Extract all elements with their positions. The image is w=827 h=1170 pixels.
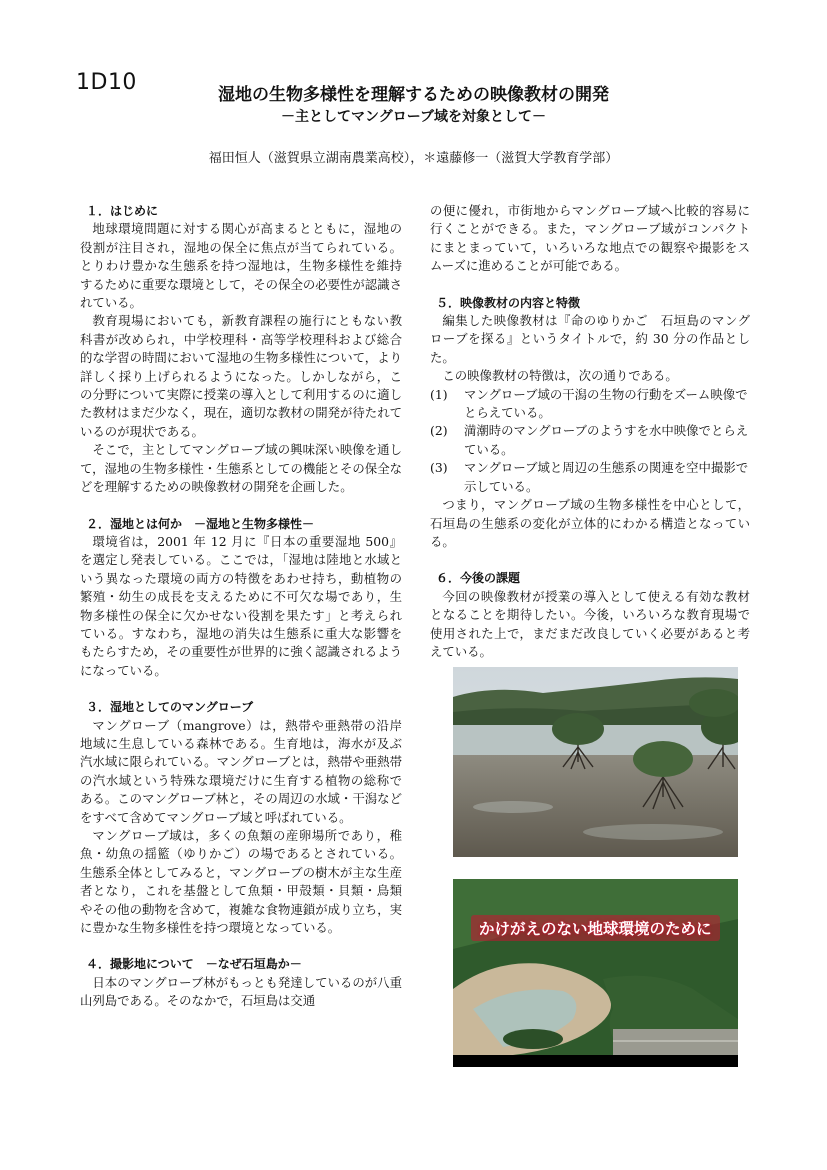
paragraph: 編集した映像教材は『命のゆりかご 石垣島のマングローブを探る』というタイトルで，約 30 分の作品とした。 [430,313,750,365]
mangrove-photo [453,667,738,857]
paragraph: マングローブ（mangrove）は，熱帯や亜熱帯の沿岸地域に生息している森林である。生育地は，海水が及ぶ汽水域に限られている。マングローブとは，熱帯や亜熱帯の汽水域という特殊な環境だけに生育する植物の総称である。このマングローブ林と，その周辺の水域・干潟などをすべて含めてマングローブ域と呼ばれている。 [80,717,402,825]
paragraph: 今回の映像教材が授業の導入として使える有効な教材となることを期待したい。今後，いろいろな教育現場で使用された上で，まだまだ改良していく必要があると考えている。 [430,588,750,659]
paper-id: 1D10 [76,70,137,95]
section-heading: ５．映像教材の内容と特徴 [436,295,581,310]
paragraph: 環境省は，2001 年 12 月に『日本の重要湿地 500』を選定し発表している。ここでは，「湿地は陸地と水域という異なった環境の両方の特徴をあわせ持ち，動植物の繁殖・幼生の成長を支えるために不可欠な場であり，生物多様性の保全に欠かせない役割を果たす」と考えられている。すなわち，湿地の消失は生態系に重大な影響をもたらすため，その重要性が世界的に強く認識されるようになっている。 [80,533,402,678]
paragraph: そこで，主としてマングローブ域の興味深い映像を通して，湿地の生物多様性・生態系としての機能とその保全などを理解するための映像教材の開発を企画した。 [80,442,402,495]
paper-title: 湿地の生物多様性を理解するための映像教材の開発 [218,85,609,105]
left-column [80,202,402,1011]
paragraph: の便に優れ，市街地からマングローブ域へ比較的容易に行くことができる。また，マングローブ域がコンパクトにまとまっていて，いろいろな地点での観察や撮影をスムーズに進めることが可能である。 [430,203,750,274]
paragraph: この映像教材の特徴は，次の通りである。 [442,368,678,384]
section-heading: １．はじめに [86,204,159,218]
paragraph: 地球環境問題に対する関心が高まるとともに，湿地の役割が注目され，湿地の保全に焦点が当てられている。とりわけ豊かな生態系を持つ湿地は，生物多様性を維持するために重要な環境として，その保全の必要性が認識されている。 [80,221,402,311]
section-heading: ６．今後の課題 [436,571,521,586]
video-caption-banner: かけがえのない地球環境のために [471,915,720,941]
paragraph: 教育現場においても，新教育課程の施行にともない教科書が改められ，中学校理科・高等学校理科および総合的な学習の時間において湿地の生物多様性について，より詳しく採り上げられるようになった。しかしながら，この分野について実際に授業の導入として利用するのに適した教材はまだ少なく，現在，適切な教材の開発が待たれているのが現状である。 [80,313,402,439]
section-heading: ３．湿地としてのマングローブ [86,700,254,715]
list-item: (3) マングローブ域と周辺の生態系の関連を空中撮影で示している。 [430,460,749,494]
paragraph: マングローブ域は，多くの魚類の産卵場所であり，稚魚・幼魚の揺籃（ゆりかご）の場であるとされている。生態系全体としてみると，マングローブの樹木が主な生産者となり，これを基盤として魚類・甲殻類・貝類・鳥類やその他の動物を含めて，複雑な食物連鎖が成り立ち，実に豊かな生物多様性を持つ環境となっている。 [80,828,402,936]
list-item: (2) 満潮時のマングローブのようすを水中映像でとらえている。 [430,423,749,457]
author-line: 福田恒人（滋賀県立湖南農業高校），＊遠藤修一（滋賀大学教育学部） [208,151,619,166]
paper-subtitle: －主としてマングローブ域を対象として－ [280,109,547,125]
list-item: (1) マングローブ域の干潟の生物の行動をズーム映像でとらえている。 [430,386,748,421]
right-column [430,202,750,661]
aerial-video-frame [453,879,738,1067]
paragraph: 日本のマングローブ林がもっとも発達しているのが八重山列島である。そのなかで，石垣島は交通 [80,974,402,1009]
section-heading: ２．湿地とは何か －湿地と生物多様性－ [86,516,315,531]
paragraph: つまり，マングローブ域の生物多様性を中心として，石垣島の生態系の変化が立体的にわかる構造となっている。 [430,497,750,549]
section-heading: ４．撮影地について －なぜ石垣島か－ [86,957,302,972]
